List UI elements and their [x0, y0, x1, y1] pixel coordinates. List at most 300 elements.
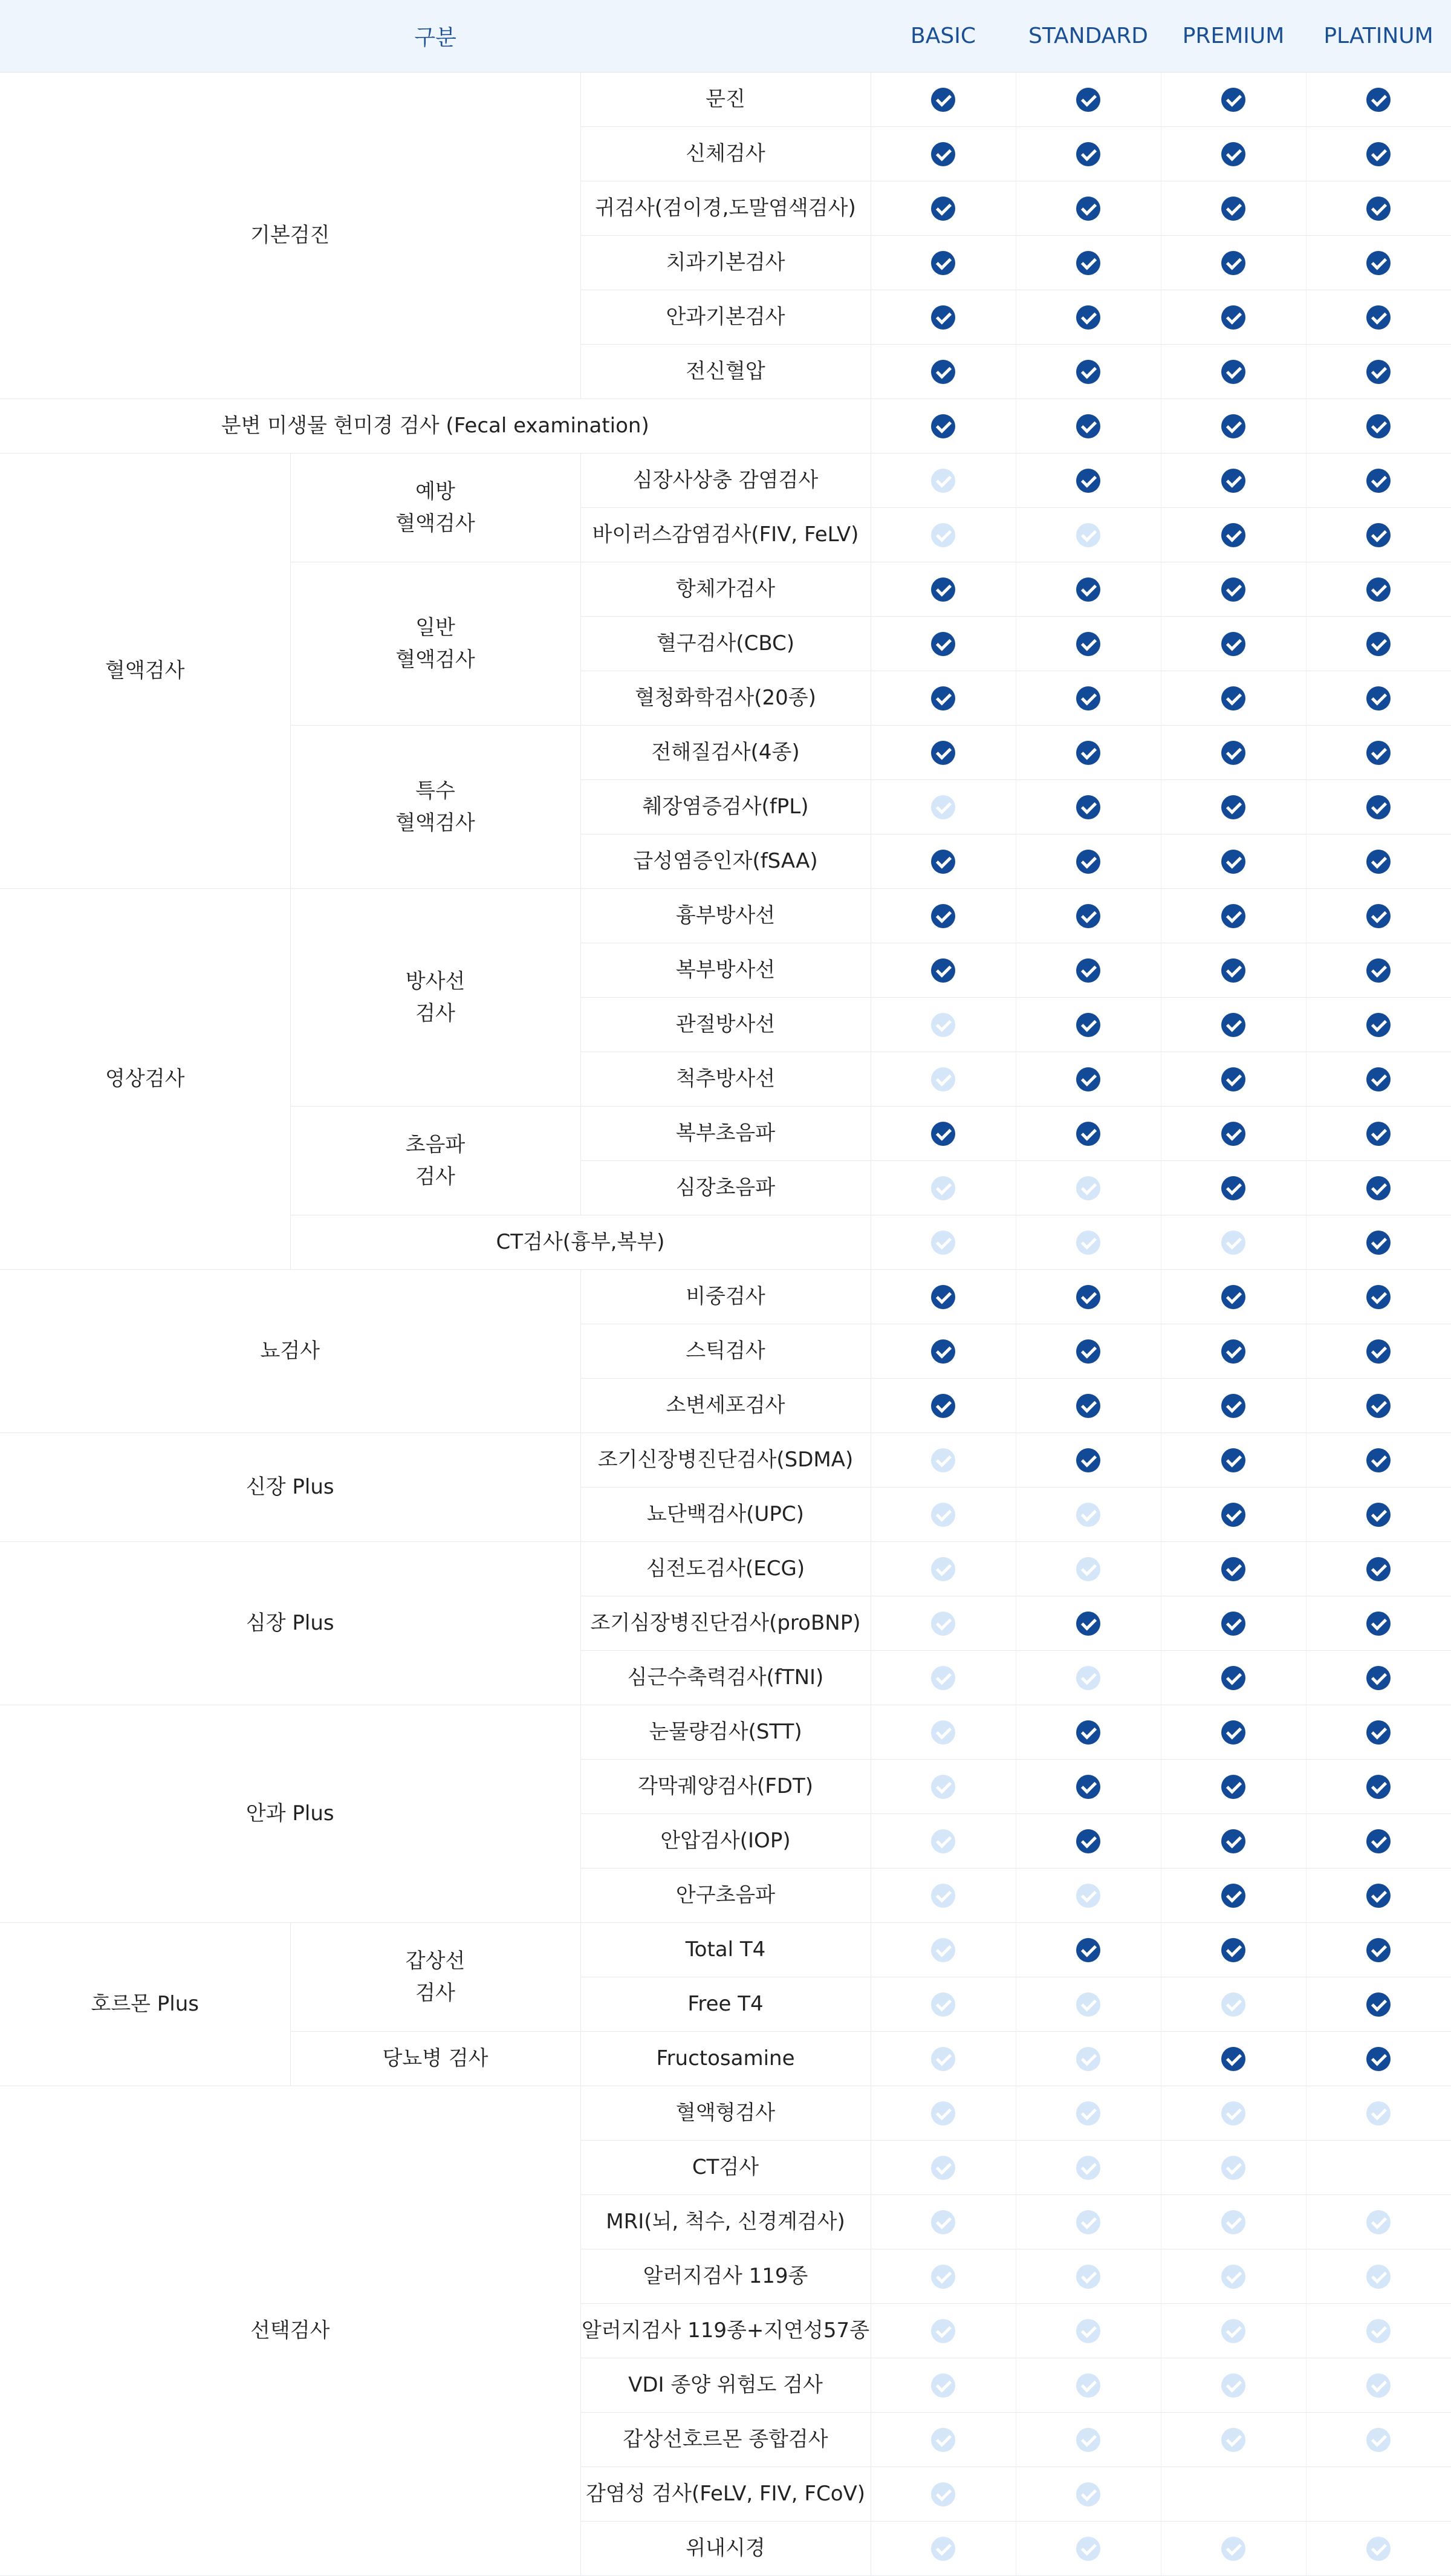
item-label-label: 조기신장병진단검사(SDMA) — [597, 1448, 854, 1472]
mark-cell-platinum — [1306, 1596, 1451, 1651]
mark-cell-basic — [871, 998, 1016, 1052]
mark-cell-basic — [871, 2467, 1016, 2522]
check-circle-muted-icon — [931, 795, 955, 819]
mark-cell-platinum — [1306, 508, 1451, 562]
check-circle-icon — [931, 305, 955, 330]
mark-cell-platinum — [1306, 399, 1451, 454]
check-circle-icon — [1366, 251, 1391, 275]
mark-cell-standard — [1016, 889, 1161, 943]
check-circle-muted-icon — [1076, 2537, 1100, 2561]
check-circle-icon — [1076, 305, 1100, 330]
check-circle-icon — [931, 414, 955, 438]
check-circle-icon — [1221, 1829, 1245, 1853]
check-circle-icon — [1076, 1067, 1100, 1091]
check-circle-icon — [1221, 1122, 1245, 1146]
check-circle-icon — [931, 142, 955, 166]
section-label-label: 안과 Plus — [245, 1801, 334, 1826]
mark-cell-basic — [871, 2086, 1016, 2141]
check-circle-muted-icon — [931, 1884, 955, 1908]
item-label-label: 치과기본검사 — [666, 250, 785, 275]
item-label-label: 눈물량검사(STT) — [649, 1720, 802, 1745]
mark-cell-standard — [1016, 671, 1161, 726]
mark-cell-basic — [871, 1705, 1016, 1760]
item-label-label: 항체가검사 — [675, 577, 776, 602]
mark-cell-basic — [871, 454, 1016, 508]
mark-cell-platinum — [1306, 1433, 1451, 1488]
item-label — [580, 2249, 871, 2304]
check-circle-muted-icon — [1076, 1176, 1100, 1200]
section-label — [0, 454, 290, 889]
check-circle-muted-icon — [1366, 2373, 1391, 2398]
section-label — [0, 1542, 580, 1705]
item-label-label: 알러지검사 119종 — [643, 2264, 808, 2289]
check-circle-icon — [1076, 795, 1100, 819]
mark-cell-basic — [871, 1270, 1016, 1324]
section-label — [0, 1433, 580, 1542]
check-circle-icon — [1076, 1938, 1100, 1962]
mark-cell-basic — [871, 562, 1016, 617]
check-circle-icon — [1076, 1013, 1100, 1037]
mark-cell-platinum — [1306, 998, 1451, 1052]
mark-cell-basic — [871, 1324, 1016, 1379]
item-label — [580, 1379, 871, 1433]
mark-cell-standard — [1016, 2086, 1161, 2141]
check-circle-icon — [1076, 1448, 1100, 1472]
check-circle-muted-icon — [931, 1503, 955, 1527]
table-row — [0, 399, 1451, 454]
check-circle-icon — [931, 904, 955, 928]
mark-cell-platinum — [1306, 2032, 1451, 2086]
item-label — [580, 345, 871, 399]
item-label — [580, 2467, 871, 2522]
item-label — [580, 2522, 871, 2576]
mark-cell-basic — [871, 345, 1016, 399]
check-circle-icon — [931, 577, 955, 602]
item-label — [580, 1052, 871, 1107]
check-circle-muted-icon — [1076, 1503, 1100, 1527]
item-label-label: 스틱검사 — [686, 1339, 765, 1364]
mark-cell-platinum — [1306, 943, 1451, 998]
check-circle-muted-icon — [1076, 1231, 1100, 1255]
item-label — [580, 780, 871, 834]
section-label — [0, 1270, 580, 1433]
check-circle-icon — [1221, 1339, 1245, 1364]
mark-cell-standard — [1016, 2195, 1161, 2249]
item-label-label: 뇨단백검사(UPC) — [647, 1502, 804, 1527]
mark-cell-platinum — [1306, 236, 1451, 290]
check-circle-muted-icon — [1221, 2101, 1245, 2126]
mark-cell-basic — [871, 726, 1016, 780]
item-label — [580, 2304, 871, 2358]
check-circle-icon — [1366, 1829, 1391, 1853]
section-label — [0, 73, 580, 399]
mark-cell-standard — [1016, 1977, 1161, 2032]
check-circle-icon — [1221, 741, 1245, 765]
check-circle-muted-icon — [1366, 2537, 1391, 2561]
mark-cell-platinum — [1306, 2358, 1451, 2413]
item-label — [580, 1977, 871, 2032]
mark-cell-premium — [1161, 2195, 1306, 2249]
mark-cell-premium — [1161, 1760, 1306, 1814]
item-label-label: 혈액형검사 — [675, 2101, 776, 2126]
check-circle-icon — [1221, 197, 1245, 221]
mark-cell-basic — [871, 181, 1016, 236]
item-label — [580, 1651, 871, 1705]
mark-cell-premium — [1161, 671, 1306, 726]
mark-cell-standard — [1016, 399, 1161, 454]
check-circle-muted-icon — [931, 2156, 955, 2180]
check-circle-muted-icon — [1221, 2319, 1245, 2343]
item-label — [580, 1161, 871, 1215]
mark-cell-premium — [1161, 2358, 1306, 2413]
item-label-label: 각막궤양검사(FDT) — [637, 1774, 814, 1799]
mark-cell-premium — [1161, 1651, 1306, 1705]
mark-cell-standard — [1016, 562, 1161, 617]
check-circle-icon — [1076, 142, 1100, 166]
mark-cell-platinum — [1306, 2086, 1451, 2141]
check-circle-icon — [1221, 904, 1245, 928]
mark-cell-platinum — [1306, 2522, 1451, 2576]
mark-cell-basic — [871, 2522, 1016, 2576]
mark-cell-platinum — [1306, 617, 1451, 671]
check-circle-muted-icon — [1076, 2482, 1100, 2506]
item-label — [580, 617, 871, 671]
check-circle-icon — [1076, 1720, 1100, 1745]
check-circle-icon — [1366, 1231, 1391, 1255]
mark-cell-basic — [871, 1869, 1016, 1923]
mark-cell-basic — [871, 2358, 1016, 2413]
mark-cell-standard — [1016, 1705, 1161, 1760]
item-label-label: Total T4 — [685, 1937, 766, 1962]
mark-cell-standard — [1016, 943, 1161, 998]
header-plan-standard: STANDARD — [1016, 0, 1161, 73]
mark-cell-standard — [1016, 1542, 1161, 1596]
check-circle-icon — [931, 88, 955, 112]
mark-cell-basic — [871, 1379, 1016, 1433]
mark-cell-platinum — [1306, 454, 1451, 508]
check-circle-icon — [931, 197, 955, 221]
item-label — [580, 454, 871, 508]
check-circle-muted-icon — [1076, 2156, 1100, 2180]
item-label-label: 복부초음파 — [675, 1121, 776, 1146]
table-header-row — [0, 0, 1451, 73]
check-circle-icon — [1221, 251, 1245, 275]
mark-cell-premium — [1161, 726, 1306, 780]
mark-cell-basic — [871, 1052, 1016, 1107]
check-circle-icon — [1076, 850, 1100, 874]
check-circle-muted-icon — [1221, 2156, 1245, 2180]
check-circle-muted-icon — [931, 1938, 955, 1962]
check-circle-muted-icon — [1366, 2265, 1391, 2289]
check-circle-icon — [1366, 1176, 1391, 1200]
check-circle-muted-icon — [931, 2428, 955, 2452]
check-circle-icon — [1076, 414, 1100, 438]
item-label-label: 복부방사선 — [675, 958, 776, 983]
mark-cell-premium — [1161, 1433, 1306, 1488]
check-circle-icon — [1366, 1394, 1391, 1418]
section-label-label: 신장 Plus — [245, 1475, 334, 1500]
check-circle-icon — [1366, 904, 1391, 928]
item-label-label: 문진 — [706, 87, 745, 112]
check-circle-icon — [1076, 88, 1100, 112]
check-circle-icon — [1076, 469, 1100, 493]
check-circle-icon — [931, 1285, 955, 1309]
mark-cell-premium — [1161, 454, 1306, 508]
check-circle-muted-icon — [931, 2319, 955, 2343]
check-circle-icon — [1221, 850, 1245, 874]
check-circle-muted-icon — [1076, 2265, 1100, 2289]
check-circle-icon — [1366, 1067, 1391, 1091]
item-label-label: 알러지검사 119종+지연성57종 — [582, 2318, 869, 2343]
mark-cell-premium — [1161, 236, 1306, 290]
item-label — [580, 671, 871, 726]
item-label-label: VDI 종양 위험도 검사 — [628, 2373, 823, 2398]
check-circle-muted-icon — [1076, 2319, 1100, 2343]
subgroup-label — [290, 454, 580, 562]
check-circle-icon — [1366, 197, 1391, 221]
mark-cell-standard — [1016, 1433, 1161, 1488]
check-circle-muted-icon — [1366, 2319, 1391, 2343]
item-label-label: MRI(뇌, 척수, 신경계검사) — [606, 2210, 845, 2234]
mark-cell-basic — [871, 1814, 1016, 1869]
check-circle-muted-icon — [931, 2210, 955, 2234]
check-circle-muted-icon — [931, 1612, 955, 1636]
check-circle-muted-icon — [931, 1992, 955, 2017]
item-label — [580, 508, 871, 562]
mark-cell-premium — [1161, 1270, 1306, 1324]
subgroup-label-label: 갑상선 검사 — [405, 1948, 466, 2005]
mark-cell-standard — [1016, 2467, 1161, 2522]
check-circle-muted-icon — [931, 2101, 955, 2126]
mark-cell-premium — [1161, 1869, 1306, 1923]
subgroup-label — [290, 562, 580, 726]
mark-cell-standard — [1016, 1161, 1161, 1215]
mark-cell-basic — [871, 1215, 1016, 1270]
mark-cell-basic — [871, 834, 1016, 889]
section-label-label: 선택검사 — [250, 2318, 330, 2343]
check-circle-icon — [1366, 88, 1391, 112]
check-circle-icon — [1221, 1448, 1245, 1472]
mark-cell-premium — [1161, 345, 1306, 399]
check-circle-muted-icon — [1221, 2537, 1245, 2561]
mark-cell-standard — [1016, 73, 1161, 127]
item-label — [580, 2195, 871, 2249]
mark-cell-standard — [1016, 834, 1161, 889]
mark-cell-standard — [1016, 2141, 1161, 2195]
mark-cell-premium — [1161, 1977, 1306, 2032]
mark-cell-platinum — [1306, 671, 1451, 726]
mark-cell-basic — [871, 1760, 1016, 1814]
mark-cell-platinum — [1306, 1052, 1451, 1107]
mark-cell-standard — [1016, 1596, 1161, 1651]
mark-cell-premium — [1161, 181, 1306, 236]
check-circle-icon — [931, 1394, 955, 1418]
check-circle-icon — [931, 632, 955, 656]
mark-cell-basic — [871, 780, 1016, 834]
item-label — [580, 73, 871, 127]
item-label — [580, 1705, 871, 1760]
check-circle-icon — [1076, 1394, 1100, 1418]
check-circle-icon — [1366, 1339, 1391, 1364]
check-circle-muted-icon — [1366, 2101, 1391, 2126]
mark-cell-standard — [1016, 1270, 1161, 1324]
mark-cell-premium — [1161, 1488, 1306, 1542]
check-circle-icon — [1221, 577, 1245, 602]
mark-cell-basic — [871, 2032, 1016, 2086]
check-circle-muted-icon — [931, 1720, 955, 1745]
standalone-item — [0, 399, 871, 454]
table-row — [0, 889, 1451, 943]
item-label-label: Fructosamine — [656, 2046, 795, 2071]
table-row — [0, 1923, 1451, 1977]
mark-cell-premium — [1161, 889, 1306, 943]
item-label-label: 심전도검사(ECG) — [646, 1556, 805, 1581]
subgroup-label-label: 방사선 검사 — [405, 969, 466, 1026]
check-circle-icon — [1076, 686, 1100, 711]
mark-cell-standard — [1016, 1488, 1161, 1542]
mark-cell-premium — [1161, 2032, 1306, 2086]
mark-cell-premium — [1161, 834, 1306, 889]
mark-cell-standard — [1016, 508, 1161, 562]
mark-cell-premium — [1161, 1379, 1306, 1433]
mark-cell-premium — [1161, 1107, 1306, 1161]
check-circle-icon — [1076, 197, 1100, 221]
header-plan-platinum: PLATINUM — [1306, 0, 1451, 73]
check-circle-muted-icon — [1366, 2210, 1391, 2234]
table-row — [0, 1705, 1451, 1760]
subgroup-label-label: 특수 혈액검사 — [395, 778, 475, 835]
check-circle-icon — [1366, 1557, 1391, 1581]
mark-cell-platinum — [1306, 181, 1451, 236]
check-circle-icon — [1366, 469, 1391, 493]
item-label-label: 소변세포검사 — [666, 1393, 785, 1418]
check-circle-muted-icon — [1076, 2373, 1100, 2398]
check-circle-icon — [1366, 632, 1391, 656]
item-label — [580, 943, 871, 998]
item-label — [580, 1760, 871, 1814]
mark-cell-premium — [1161, 780, 1306, 834]
mark-cell-standard — [1016, 2032, 1161, 2086]
item-label-label: CT검사 — [692, 2155, 759, 2180]
mark-cell-platinum — [1306, 1542, 1451, 1596]
check-circle-muted-icon — [931, 1557, 955, 1581]
subgroup-label-label: 일반 혈액검사 — [395, 615, 475, 672]
check-circle-muted-icon — [931, 523, 955, 547]
mark-cell-standard — [1016, 1923, 1161, 1977]
check-circle-icon — [931, 686, 955, 711]
check-circle-muted-icon — [931, 2047, 955, 2071]
check-circle-icon — [1221, 360, 1245, 384]
check-circle-icon — [1221, 469, 1245, 493]
item-label-label: CT검사(흉부,복부) — [496, 1230, 665, 1255]
item-label-label: 관절방사선 — [675, 1012, 776, 1037]
check-circle-muted-icon — [931, 1666, 955, 1690]
check-circle-icon — [1221, 686, 1245, 711]
mark-cell-platinum — [1306, 2304, 1451, 2358]
check-circle-icon — [1221, 958, 1245, 983]
item-label — [580, 1488, 871, 1542]
mark-cell-premium — [1161, 127, 1306, 181]
check-circle-icon — [1366, 1612, 1391, 1636]
subgroup-label — [290, 1923, 580, 2032]
item-label — [580, 1270, 871, 1324]
mark-cell-platinum — [1306, 2195, 1451, 2249]
check-circle-icon — [1366, 686, 1391, 711]
mark-cell-standard — [1016, 1052, 1161, 1107]
item-label-label: 췌장염증검사(fPL) — [642, 795, 809, 819]
mark-cell-basic — [871, 2304, 1016, 2358]
check-circle-icon — [1366, 305, 1391, 330]
mark-cell-platinum — [1306, 1379, 1451, 1433]
mark-cell-standard — [1016, 1869, 1161, 1923]
check-circle-muted-icon — [931, 1067, 955, 1091]
mark-cell-standard — [1016, 1215, 1161, 1270]
check-circle-icon — [1221, 1612, 1245, 1636]
mark-cell-platinum — [1306, 1705, 1451, 1760]
mark-cell-premium — [1161, 290, 1306, 345]
item-label-label: 혈청화학검사(20종) — [635, 686, 816, 711]
section-label-label: 심장 Plus — [245, 1611, 334, 1636]
mark-cell-premium — [1161, 1161, 1306, 1215]
check-circle-icon — [1076, 741, 1100, 765]
mark-cell-basic — [871, 290, 1016, 345]
item-label — [580, 1107, 871, 1161]
check-circle-muted-icon — [1076, 2101, 1100, 2126]
mark-cell-premium — [1161, 1052, 1306, 1107]
check-circle-muted-icon — [931, 2537, 955, 2561]
mark-cell-platinum — [1306, 1488, 1451, 1542]
check-circle-icon — [931, 360, 955, 384]
check-circle-muted-icon — [1076, 2428, 1100, 2452]
check-circle-icon — [1366, 1666, 1391, 1690]
mark-cell-standard — [1016, 345, 1161, 399]
item-label — [580, 1542, 871, 1596]
check-circle-icon — [1221, 1285, 1245, 1309]
mark-cell-basic — [871, 943, 1016, 998]
check-circle-muted-icon — [1221, 1231, 1245, 1255]
item-label — [580, 290, 871, 345]
item-label — [580, 726, 871, 780]
item-label — [580, 562, 871, 617]
item-label — [580, 127, 871, 181]
check-circle-muted-icon — [931, 469, 955, 493]
check-circle-icon — [1076, 958, 1100, 983]
subgroup-label — [290, 1107, 580, 1215]
mark-cell-basic — [871, 508, 1016, 562]
item-label-label: 전해질검사(4종) — [651, 740, 800, 765]
item-label-label: 조기심장병진단검사(proBNP) — [590, 1611, 861, 1636]
item-label-label: 신체검사 — [686, 141, 765, 166]
mark-cell-standard — [1016, 2249, 1161, 2304]
mark-cell-platinum — [1306, 1869, 1451, 1923]
check-circle-icon — [1221, 1503, 1245, 1527]
mark-cell-standard — [1016, 181, 1161, 236]
mark-cell-basic — [871, 1488, 1016, 1542]
item-label-label: 위내시경 — [686, 2536, 765, 2561]
check-circle-icon — [1076, 360, 1100, 384]
mark-cell-premium — [1161, 399, 1306, 454]
item-label — [580, 1869, 871, 1923]
check-circle-icon — [1221, 2047, 1245, 2071]
mark-cell-standard — [1016, 1651, 1161, 1705]
mark-cell-basic — [871, 1977, 1016, 2032]
check-circle-muted-icon — [1221, 2373, 1245, 2398]
check-circle-icon — [1366, 523, 1391, 547]
item-label — [580, 2032, 871, 2086]
check-circle-muted-icon — [1076, 523, 1100, 547]
header-plan-basic: BASIC — [871, 0, 1016, 73]
section-label-label: 기본검진 — [250, 223, 330, 248]
